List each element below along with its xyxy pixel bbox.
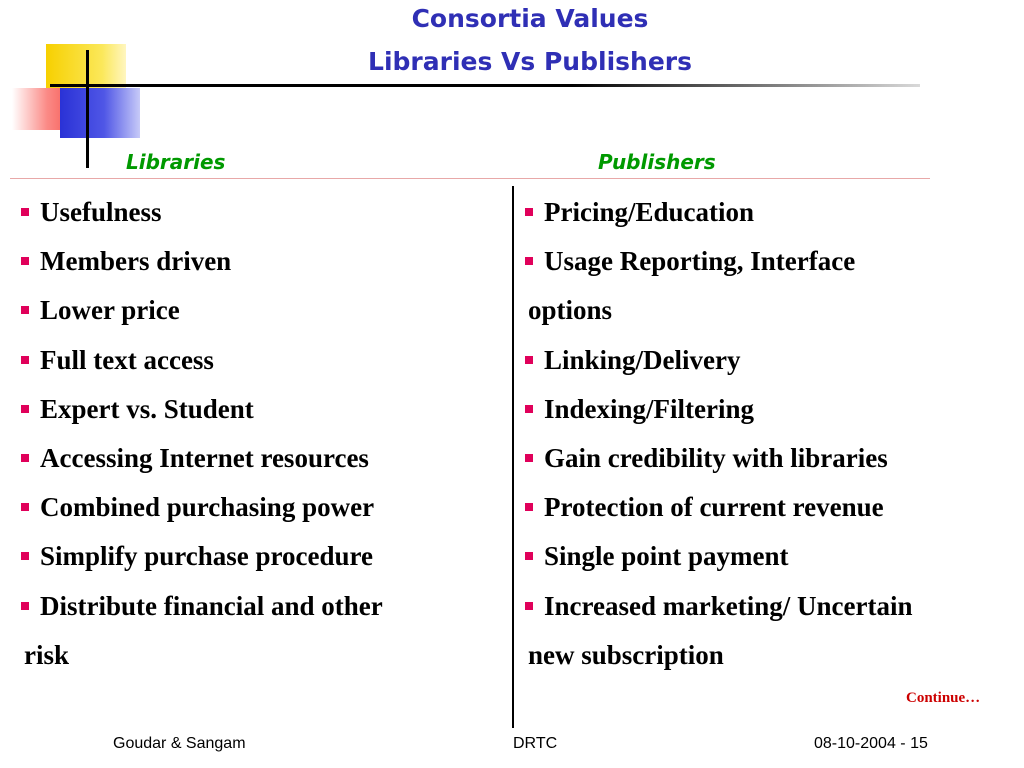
bullet-icon bbox=[21, 602, 29, 610]
list-item-text: Increased marketing/ Uncertain bbox=[544, 590, 913, 621]
list-item-text: Lower price bbox=[40, 295, 180, 326]
list-item bbox=[522, 534, 1022, 583]
list-item-text: Single point payment bbox=[544, 541, 789, 572]
list-item bbox=[18, 534, 508, 583]
logo-blue-square bbox=[60, 88, 140, 138]
list-item-text: Pricing/Education bbox=[544, 197, 755, 227]
bullet-icon bbox=[525, 257, 533, 265]
bullet-icon bbox=[525, 602, 533, 610]
list-item bbox=[18, 190, 508, 239]
footer-authors: Goudar & Sangam bbox=[113, 735, 246, 752]
publishers-heading: Publishers bbox=[598, 150, 716, 174]
list-item bbox=[18, 485, 508, 534]
list-item bbox=[18, 239, 508, 288]
slide-subtitle: Libraries Vs Publishers bbox=[368, 47, 692, 76]
bullet-icon bbox=[21, 257, 29, 265]
list-item-text: Gain credibility with libraries bbox=[544, 442, 888, 473]
list-item-text: risk bbox=[24, 639, 70, 670]
bullet-icon bbox=[525, 208, 533, 216]
list-item bbox=[18, 436, 508, 485]
list-item bbox=[18, 288, 508, 337]
bullet-icon bbox=[525, 454, 533, 462]
list-item bbox=[18, 633, 508, 682]
bullet-icon bbox=[525, 405, 533, 413]
bullet-icon bbox=[21, 552, 29, 560]
title-rule bbox=[50, 84, 920, 87]
bullet-icon bbox=[21, 208, 29, 216]
list-item bbox=[522, 387, 1022, 436]
bullet-icon bbox=[21, 405, 29, 413]
list-item-text: Simplify purchase procedure bbox=[40, 541, 374, 572]
list-item-text: Linking/Delivery bbox=[544, 344, 741, 375]
bullet-icon bbox=[525, 356, 533, 364]
list-item-text: Protection of current revenue bbox=[544, 492, 884, 523]
bullet-icon bbox=[21, 306, 29, 314]
logo-vertical-line bbox=[86, 50, 89, 168]
list-item-text: Usage Reporting, Interface bbox=[544, 246, 856, 277]
bullet-icon bbox=[21, 356, 29, 364]
footer-date-page: 08-10-2004 - 15 bbox=[814, 735, 928, 752]
column-divider bbox=[512, 186, 514, 728]
list-item bbox=[522, 288, 1022, 337]
list-item bbox=[18, 338, 508, 387]
list-item-text: new subscription bbox=[528, 639, 724, 670]
list-item-text: Full text access bbox=[40, 344, 214, 375]
heading-rule bbox=[10, 178, 930, 179]
list-item-text: Distribute financial and other bbox=[40, 590, 383, 621]
publishers-list bbox=[522, 190, 1022, 682]
slide-title: Consortia Values bbox=[411, 4, 649, 33]
list-item bbox=[522, 190, 1022, 239]
bullet-icon bbox=[21, 454, 29, 462]
list-item-text: Accessing Internet resources bbox=[40, 442, 369, 473]
list-item bbox=[18, 584, 508, 633]
list-item bbox=[522, 338, 1022, 387]
list-item bbox=[522, 633, 1022, 682]
list-item bbox=[522, 436, 1022, 485]
list-item bbox=[522, 584, 1022, 633]
list-item-text: Usefulness bbox=[40, 197, 162, 227]
continue-note: Continue… bbox=[906, 690, 981, 706]
list-item bbox=[522, 239, 1022, 288]
list-item-text: Indexing/Filtering bbox=[544, 393, 755, 424]
list-item-text: Members driven bbox=[40, 246, 232, 277]
list-item bbox=[522, 485, 1022, 534]
libraries-heading: Libraries bbox=[126, 150, 226, 174]
libraries-list bbox=[18, 190, 508, 682]
list-item bbox=[18, 387, 508, 436]
list-item-text: Expert vs. Student bbox=[40, 393, 254, 424]
list-item-text: Combined purchasing power bbox=[40, 492, 375, 523]
bullet-icon bbox=[21, 503, 29, 511]
bullet-icon bbox=[525, 503, 533, 511]
footer-org: DRTC bbox=[513, 735, 558, 752]
list-item-text: options bbox=[528, 295, 613, 326]
bullet-icon bbox=[525, 552, 533, 560]
